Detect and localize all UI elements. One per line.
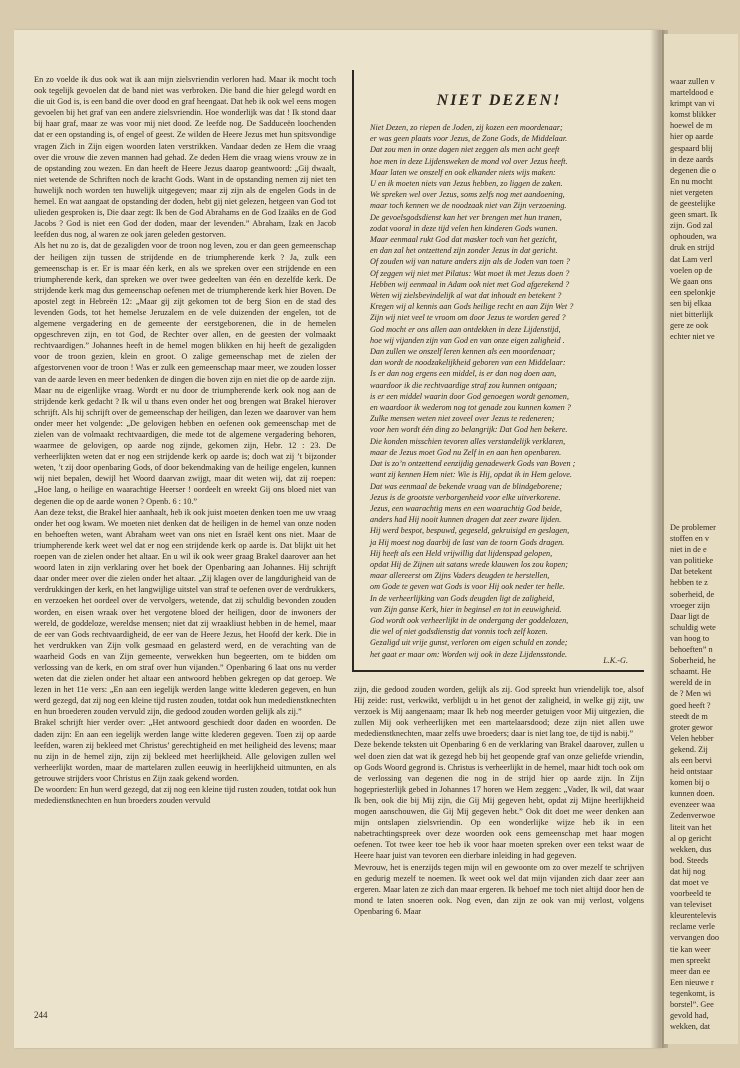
- poem-line: Jezus is de grootste verborgenheid voor elke uitverkorene.: [370, 492, 561, 502]
- next-page-line: van televiset: [670, 900, 712, 910]
- poem-line: Maar laten we onszelf en ook elkander niets wijs maken:: [370, 167, 556, 177]
- next-page-line: steedt de m: [670, 711, 708, 721]
- poem-line: zodat vooral in deze tijd velen hen kinderen Gods wanen.: [370, 223, 558, 233]
- poem-signature: L.K.-G.: [603, 656, 628, 665]
- next-page-line: gekend. Zij: [670, 744, 708, 754]
- next-page-line: evenzeer waa: [670, 800, 715, 810]
- poem-line: Kregen wij al kennis aan Gods heilige recht en aan Zijn Wet ?: [370, 302, 574, 312]
- page-number: 244: [34, 1010, 48, 1020]
- next-page-line: heid ontstaar: [670, 767, 713, 777]
- next-page-line: kunnen doen.: [670, 789, 715, 799]
- next-page-line: En nu mocht: [670, 176, 713, 186]
- next-page-line: kleurentelevis: [670, 911, 717, 921]
- next-page-line: degenen die o: [670, 165, 717, 175]
- poem-line: en dan zal het ontzettend zijn zonder Jezus in dat gericht.: [370, 246, 558, 256]
- next-page-line: Een nieuwe r: [670, 977, 714, 987]
- poem-line: Of zouden wij van nature anders zijn als de Joden van toen ?: [370, 257, 570, 267]
- next-page-line: vervangen doo: [670, 933, 720, 943]
- next-page-line: hier op aarde: [670, 132, 714, 142]
- paragraph: Brakel schrijft hier verder over: „Het antwoord geschiedt door daden en woorden. De daden zijn: En aan een iegelijk werden lange witte klederen gegeven. Toen zij op aarde leefden, waren zij bekleed met Christus’ gerechtigheid en met heiligheid des levens; maar nu zijn in de hemel zijn, zijn zij bekleed met heerlijkheid. Alle gelovigen zullen wel verheerlijkt worden, maar de martelaren zullen eeuwig in heerlijkheid uitmunten, en als getrouwe strijders voor Christus en Zijn zaak gekend worden.: [34, 718, 336, 783]
- next-page-line: tie kan weer: [670, 944, 711, 954]
- poem-line: Hebben wij eenmaal in Adam ook niet met God afgerekend ?: [370, 279, 570, 289]
- next-page-line: vroeger zijn: [670, 600, 710, 610]
- poem-line: maar toch kennen we de noodzaak niet van Zijn verzoening.: [370, 201, 567, 211]
- poem-line: Is er dan nog ergens een middel, is er dan nog doen aan,: [370, 369, 557, 379]
- next-page-line: liteit van het: [670, 822, 712, 832]
- next-page-line: borstel”. Gee: [670, 1000, 714, 1010]
- poem-line: Dat zou men in onze dagen niet zeggen als men acht geeft: [370, 145, 560, 155]
- next-page-line: van hoog to: [670, 633, 710, 643]
- next-page-line: als een bervi: [670, 755, 712, 765]
- next-page-line: wekken, dus: [670, 844, 712, 854]
- poem-line: God wordt ook verheerlijkt in de ondergang der goddelozen,: [370, 615, 569, 625]
- next-page-line: schaamt. He: [670, 667, 712, 677]
- poem-line: dan wordt de noodzakelijkheid geboren van een Middelaar:: [370, 358, 566, 368]
- poem-box: [352, 70, 644, 672]
- paragraph: Aan deze tekst, die Brakel hier aanhaalt, heb ik ook juist moeten denken toen me uw vraag onder het oog kwam. We moeten niet denken dat de heiligen in de hemel van onze noden en behoeften weten, want Abraham weet van ons niet en Israël kent ons niet. Maar de triumpherende kerk weet wel dat er nog een strijdende kerk op aarde is. Dat blijkt uit het roepen van de zielen onder het altaar. En u wil ik ook weer graag Brakel daarover aan het woord laten in zijn verklaring over het boek der Openbaring aan Johannes. Hij schrijft daar onder meer over die zielen onder het altaar. „Zij klagen over de langdurigheid van de verdrukkingen der kerk, en het langwijlige uitstel van straf te oefenen over de verdrukkers, en verzoeken het oordeel over de vervolgers, wetende, dat zij schuldig bevonden zouden worden, en eisen wraak over het vergotene bloed der heiligen, door de inwoners der wereld, de goddeloze, wereldse mensen; niet dat zij wraakliust hebben in de hemel, maar de eer van Gods rechtvaardigheid, de eer van de Heere Jezus, het Hoofd der kerk. Die in het verdrukken van Zijn volk gesmaad en gelasterd werd, en de verachting van de waarheid Gods en van Zijn gemeente, verwekken hun begeerten, om te bidden om verlossing van de kerk, en om straf over hun vijanden.” Openbaring 6 laat ons nu verder weten dat die zielen onder het altaar een antwoord hebben gekregen op dat geroep. We lezen in het 11e vers: „En aan een iegelijk werden lange witte klederen gegeven, en hun werd gezegd, dat zij nog een kleine tijd rusten zouden, totdat ook hun mededienstknechten en hun broederen zouden vervuld zijn, die gedood zouden worden gelijk als zij.”: [34, 507, 336, 717]
- next-page-line: behoeften” n: [670, 645, 713, 655]
- poem-line: Jezus, een waarachtig mens en een waarachtig God beide,: [370, 503, 562, 513]
- poem-line: van Zijn ganse Kerk, hier in beginsel en tot in eeuwigheid.: [370, 604, 562, 614]
- next-page-line: druk en strijd: [670, 243, 715, 253]
- next-page-line: soberheid, de: [670, 589, 715, 599]
- poem-line: om Gode te geven wat Gods is voor Hij ook neder ter helle.: [370, 582, 565, 592]
- poem-line: het gaat er maar om: Worden wij ook in deze Lijdensstonde.: [370, 649, 568, 659]
- next-page-line: niet bitterlijk: [670, 309, 714, 319]
- next-page-line: hebben te z: [670, 578, 708, 588]
- poem-body: [370, 122, 632, 659]
- next-page-line: komst blikker: [670, 110, 716, 120]
- next-page-top-fragments: [670, 76, 740, 342]
- poem-line: U en ik moeten niets van Jezus hebben, zo liggen de zaken.: [370, 179, 563, 189]
- right-column-text: [354, 684, 644, 1004]
- poem-line: Dan zullen we onszelf leren kennen als een moordenaar;: [370, 347, 556, 357]
- next-page-line: Soberheid, he: [670, 656, 716, 666]
- next-page-line: wereld de in: [670, 678, 712, 688]
- poem-line: voor hen wordt één ding zo belangrijk: Dat God hen bekere.: [370, 425, 568, 435]
- poem-line: Hij heeft als een Held vrijwillig dat lijdenspad gelopen,: [370, 548, 553, 558]
- paragraph: Deze bekende teksten uit Openbaring 6 en de verklaring van Brakel daarover, zullen u wel doen zien dat wat ik gezegd heb bij het geopende graf van onze geliefde vriendin, op Gods Woord gegrond is. Christus is verheerlijkt in de hemel, maar hidt toch ook om de verlossing van degenen die nog in de strijd hier op aarde zijn. In Zijn hogepriesterlijk gebed in Johannes 17 horen we Hem zeggen: „Vader, Ik wil, dat waar Ik ben, ook die bij Mij zijn, die Gij Mij gegeven hebt, opdat zij Mijne heerlijkheid mogen aanschouwen, die Gij Mij gegeven hebt.” Ook dit doet me weer denken aan mijn ontslapen zielsvriendin. Op een wonderlijke wijze heb ik in een nabetrachtingspreek over deze woorden ook eens gemeenschap met haar mogen oefenen. Tot twee keer toe heb ik voor haar moeten spreken over een tekst waar de Heere haar juist van tevoren een dierbare inleiding in had gegeven.: [354, 740, 644, 861]
- next-page-line: de ? Men wi: [670, 689, 712, 699]
- next-page-line: groter gewor: [670, 722, 713, 732]
- paragraph: Als het nu zo is, dat de gezaligden voor de troon nog leven, zou er dan geen gemeenschap der heiligen zijn tussen de strijdende en de triumpherende kerk ? Ja, zulk een gemeenschap is er. Er is maar één kerk, en als we spreken over een strijdende en een triumpherende kerk, dan spreken we over twee gedeelten van één en dezelfde kerk. De strijdende kerk mag dus gemeenschap oefenen met de triumpherende kerk hier Boven. De apostel zegt in Hebreën 12: „Maar gij zijt gekomen tot de berg Sion en de stad des levenden Gods, tot het hemelse Jeruzalem en de vele duizenden der engelen, tot de algemene vergadering en de gemeente der eerstgeborenen, die in de hemelen opgeschreven zijn, en tot God, de Rechter over allen, en de geesten der volmaakt rechtvaardigen.” Johannes heeft in de hemel mogen blikken en hij heeft de gezaligden voor de troon gezien, klein en groot. O zalige gemeenschap met de zielen der afgestorvenen voor de troon ! Was er zulk een gemeenschap maar meer, we zouden losser van de aarde leven en meer bedenken de dingen die boven zijn en niet die op de aarde zijn.: [34, 241, 336, 384]
- poem-line: In de verheerlijking van Gods deugden ligt de zaligheid,: [370, 593, 555, 603]
- next-page-line: Daar ligt de: [670, 611, 710, 621]
- next-page-line: dat hij nog: [670, 866, 706, 876]
- next-page-line: in deze aards: [670, 154, 714, 164]
- next-page-line: We gaan ons: [670, 276, 713, 286]
- poem-line: er was geen plaats voor Jezus, de Zone Gods, de Middelaar.: [370, 134, 568, 144]
- next-page-line: tegenkomt, is: [670, 988, 715, 998]
- poem-line: Dat was eenmaal de bekende vraag van de blindgeborene;: [370, 481, 563, 491]
- poem-line: We spreken wel over Jezus, soms zelfs nog met aandoening,: [370, 190, 565, 200]
- next-page-line: Zedenverwoe: [670, 811, 716, 821]
- poem-line: Hij werd bespot, bespuwd, gegeseld, gekruisigd en geslagen,: [370, 526, 570, 536]
- next-page-line: ophouden, wa: [670, 232, 717, 242]
- next-page-line: krimpt van vi: [670, 99, 715, 109]
- poem-line: Die konden misschien tevoren alles verstandelijk verklaren,: [370, 436, 566, 446]
- next-page-line: De problemer: [670, 523, 716, 532]
- next-page-line: dat Lam verl: [670, 254, 713, 264]
- poem-line: maar allereerst om Zijns Vaders deugden te herstellen,: [370, 571, 550, 581]
- next-page-line: reclame verle: [670, 922, 715, 932]
- next-page-line: men spreekt: [670, 955, 711, 965]
- next-page-line: van politieke: [670, 556, 714, 566]
- poem-line: is er een middel waarin door God genoegen wordt genomen,: [370, 391, 569, 401]
- next-page-line: de geestelijke: [670, 199, 716, 209]
- poem-line: Of zeggen wij niet met Pilatus: Wat moet ik met Jezus doen ?: [370, 268, 570, 278]
- next-page-line: wekken, dat: [670, 1022, 711, 1032]
- poem-title: NIET DEZEN!: [436, 92, 562, 109]
- poem-line: anders had Hij nooit kunnen dragen dat zeer zware lijden.: [370, 515, 562, 525]
- next-page-bottom-fragments: [670, 522, 740, 1032]
- next-page-line: niet vergeten: [670, 187, 713, 197]
- poem-line: opdat Hij de Zijnen uit satans wrede klauwen los zou kopen;: [370, 559, 568, 569]
- poem-line: hoe wij vijanden zijn van God en van onze eigen zaligheid .: [370, 335, 565, 345]
- poem-line: waardoor ik die rechtvaardige straf zou kunnen ontgaan;: [370, 380, 558, 390]
- poem-line: en waardoor ik wederom nog tot genade zou kunnen komen ?: [370, 403, 571, 413]
- next-page-line: schuldig wete: [670, 622, 716, 632]
- next-page-line: Velen hebber: [670, 733, 714, 743]
- next-page-line: gevold had,: [670, 1011, 709, 1021]
- next-page-line: voelen op de: [670, 265, 713, 275]
- next-page-line: bod. Steeds: [670, 855, 709, 865]
- next-page-line: gere ze ook: [670, 321, 709, 331]
- poem-line: die wel of niet godsdienstig dat vonnis toch zelf kozen.: [370, 627, 548, 637]
- poem-line: Dat is zo’n ontzettend eenzijdig genadewerk Gods van Boven ;: [370, 459, 576, 469]
- poem-line: maar de Jezus moet God nu Zelf in en aan hen openbaren.: [370, 447, 562, 457]
- paragraph: Maar nu de eigenlijke vraag. Wordt er nu door de triumpherende kerk ook nog aan de strijdende kerk gedacht ? Ik wil u thans even onder het oog brengen wat Brakel hierover schrijft. Als hij schrijft over de gemeenschap der heiligen, dan lezen we daarover van hem onder meer het volgende: „De gelovigen hebben en oefenen ook gemeenschap met de zielen van de volmaakt rechtvaardigen, die mede tot de algemene vergadering behoren, waarmee de gelovigen, op aarde nog zijnde, gekomen zijn, Hebr. 12 : 23. De verheerlijkten weten dat er nog een strijdende kerk op aarde is; doch wat zij ’t bijzonder weten, ’t zij door openbaring Gods, of door bekendmaking van de heilige engelen, kunnen wij niet bepalen, dewijl het Woord daarvan zwijgt, maar dit weten wij, dat zij roepen: „Hoe lang, o heilige en waarachtige Heerser ! oordeelt en wreekt Gij ons bloed niet van degenen die op de aarde wonen ? Openb. 6 : 10.”: [34, 385, 336, 506]
- poem-line: hoe men in deze Lijdensweken de mond vol over Jezus heeft.: [370, 156, 568, 166]
- next-page-line: waar zullen v: [670, 77, 715, 86]
- poem-line: Weten wij zielsbevindelijk al wat dat inhoudt en betekent ?: [370, 291, 562, 301]
- next-page-line: echter niet ve: [670, 332, 715, 342]
- poem-line: De gevoelsgodsdienst kan het ver brengen met hun tranen,: [370, 212, 562, 222]
- next-page-edge: [664, 34, 738, 1044]
- next-page-line: niet in de e: [670, 545, 707, 555]
- poem-line: Gezaligd uit vrije gunst, verloren om eigen schuld en zonde;: [370, 638, 568, 648]
- next-page-line: voorbeeld te: [670, 889, 712, 899]
- poem-line: want zij kennen Hem niet: Wie is Hij, opdat ik in Hem gelove.: [370, 470, 572, 480]
- poem-line: Zijn wij niet veel te vroom om door Jezus te worden gered ?: [370, 313, 566, 323]
- left-column-text: [34, 74, 336, 1004]
- next-page-line: een spelonkje: [670, 287, 716, 297]
- next-page-line: zijn. God zal: [670, 221, 713, 231]
- next-page-line: meer dan ee: [670, 966, 711, 976]
- next-page-line: dat moet ve: [670, 878, 709, 887]
- next-page-line: gespaard blij: [670, 143, 713, 153]
- next-page-line: stoffen en v: [670, 534, 710, 544]
- poem-line: Maar eenmaal rukt God dat masker toch van het gezicht,: [370, 235, 557, 245]
- next-page-line: sen bij elkaa: [670, 298, 712, 308]
- next-page-line: Dat betekent: [670, 567, 713, 577]
- next-page-line: hoewel de m: [670, 121, 713, 131]
- poem-line: ja Hij moest nog daarbij de last van de toorn Gods dragen.: [370, 537, 565, 547]
- paragraph: De woorden: En hun werd gezegd, dat zij nog een kleine tijd rusten zouden, totdat ook hun mededienstknechten en hun broeders zouden vervuld: [34, 785, 336, 806]
- next-page-line: goed heeft ?: [670, 700, 711, 710]
- next-page-line: geen smart. Ik: [670, 210, 718, 220]
- poem-line: Zulke mensen weten niet zoveel over Jezus te redeneren;: [370, 414, 555, 424]
- next-page-line: komen bij o: [670, 778, 710, 788]
- paragraph: Mevrouw, het is enerzijds tegen mijn wil en gewoonte om zo over mezelf te schrijven en gedurig mezelf te noemen. Ik weet ook wel dat mijn vijanden zich daar zeer aan ergeren. Maar laten ze zich dan maar ergeren. Ik behoef me toch niet altijd door hen de mond te laten snoeren ook. Nog even, dan zijn ze ook van mij verlost, volgens Openbaring 6. Maar: [354, 862, 644, 916]
- poem-line: Niet Dezen, zo riepen de Joden, zij kozen een moordenaar;: [370, 123, 563, 132]
- paragraph: En zo voelde ik dus ook wat ik aan mijn zielsvriendin verloren had. Maar ik mocht toch ook tegelijk gevoelen dat de band niet was verbroken. Die band die hier gelegd wordt en die uit God is, is een band die over dood en graf heengaat. Dat heb ik ook wel eens mogen gevoelen bij het graf van een andere zielsvriendin. Hoe wonderlijk was dat ! Ik stond daar bij haar graf, maar ze was voor mij niet dood. Ze leefde nog. De Sadduceën loochenden dat er een opstanding is, of engel of geest. Ze wilden de Heere Jezus met hun spitsvondige vragen Zich in Zijn eigen woorden laten verstrikken. Vandaar deden ze Hem die vraag over die vrouw die zeven mannen had gehad. Ze deden Hem die vraag wiens vrouw ze in de opstanding zou wezen. En dan heeft de Heere Jezus daarop geantwoord: „Gij dwaalt, niet wetende de Schriften noch de kracht Gods. Want in de opstanding nemen zij niet ten huwelijk noch worden ten huwelijk uitgegeven; maar zij zijn als de engelen Gods in de hemel. En wat aangaat de opstanding der doden, hebt gij niet gelezen, hetgeen van God tot ulieden gesproken is, Die daar zegt: Ik ben de God Abrahams en de God Izaäks en de God Jacobs ? God is niet een God der doden, maar der levenden.” Abraham, Izak en Jacob leefden dus nog, al waren ze ook jaren geleden gestorven.: [34, 75, 336, 240]
- next-page-line: marteldood e: [670, 88, 714, 98]
- paragraph: zijn, die gedood zouden worden, gelijk als zij. God spreekt hun vriendelijk toe, alsof Hij zeide: rust, verkwikt, verblijdt u in het genot der zaligheid, in welke gij zijt, uw verzoek is Mij aangenaam; maar Ik heb nog meerder getuigen voor Mij uitgezien, die zullen Mij ook verheerlijken met een martelaarsdood; deze zijn niet allen uwe mededienstknechten, maar zelfs uwe broeders; daar is niet lang toe, de tijd is nabij.”: [354, 685, 644, 739]
- poem-line: God mocht er ons allen aan ontdekken in deze Lijdenstijd,: [370, 324, 561, 334]
- next-page-line: al op gericht: [670, 833, 712, 843]
